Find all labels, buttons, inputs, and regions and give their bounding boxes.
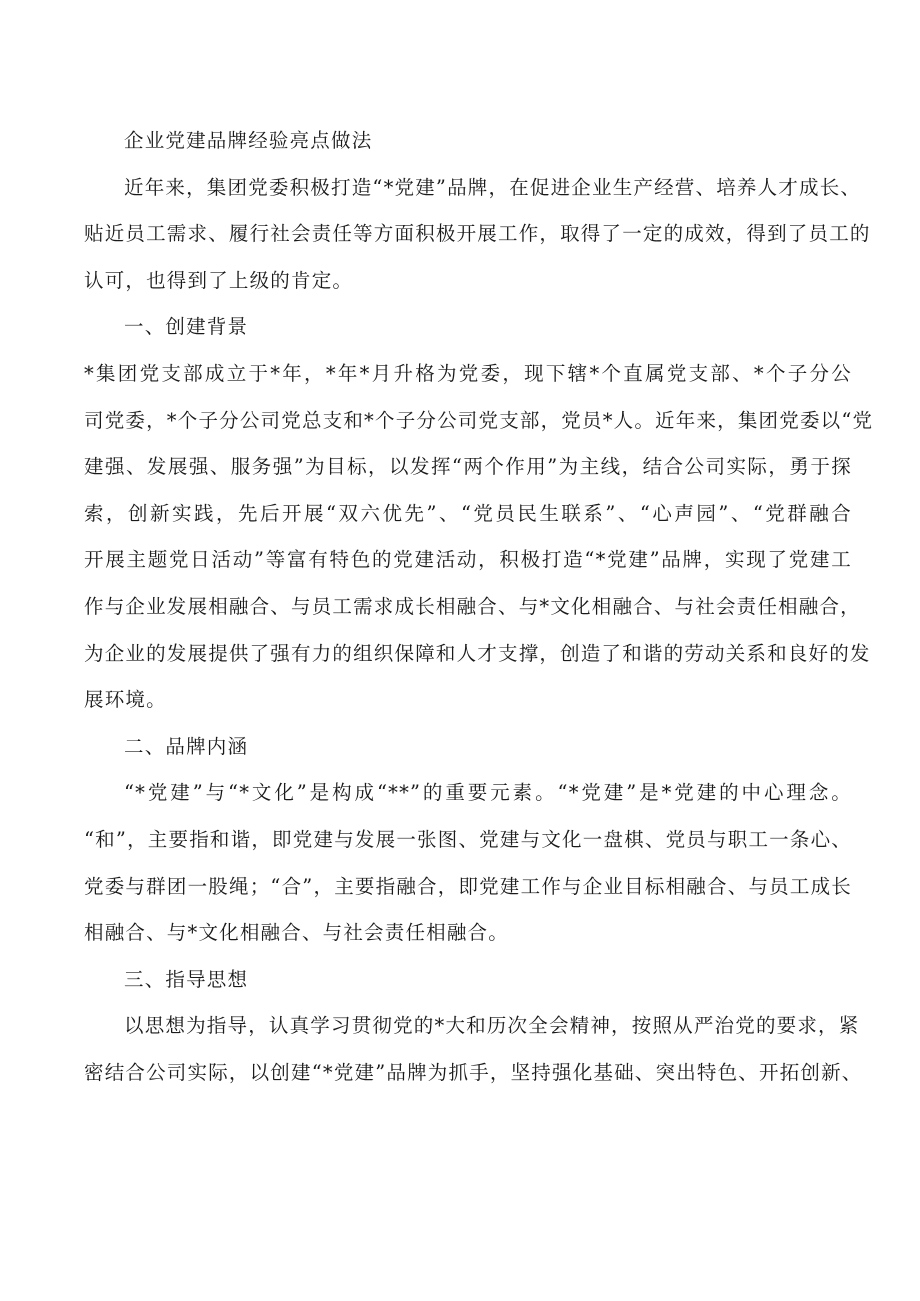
paragraph-line: 为企业的发展提供了强有力的组织保障和人才支撑，创造了和谐的劳动关系和良好的发 — [84, 641, 871, 665]
paragraph-line: 展环境。 — [84, 688, 167, 712]
paragraph-guiding-thought — [84, 1003, 863, 1096]
paragraph-line: 认可，也得到了上级的肯定。 — [84, 268, 354, 292]
paragraph-line: “*党建”与“*文化”是构成“**”的重要元素。“*党建”是*党建的中心理念。 — [124, 781, 852, 805]
section-heading-connotation: 二、品牌内涵 — [124, 734, 249, 758]
paragraph-line: 建强、发展强、服务强”为目标，以发挥“两个作用”为主线，结合公司实际，勇于探 — [84, 455, 852, 479]
section-heading-guiding-thought: 三、指导思想 — [124, 967, 249, 991]
paragraph-line: “和”，主要指和谐，即党建与发展一张图、党建与文化一盘棋、党员与职工一条心、 — [84, 827, 852, 851]
paragraph-line: 作与企业发展相融合、与员工需求成长相融合、与*文化相融合、与社会责任相融合， — [84, 594, 861, 618]
paragraph-connotation — [84, 770, 852, 956]
section-heading-background: 一、创建背景 — [124, 315, 249, 339]
paragraph-line: 相融合、与*文化相融合、与社会责任相融合。 — [84, 921, 509, 945]
paragraph-line: 开展主题党日活动”等富有特色的党建活动，积极打造“*党建”品牌，实现了党建工 — [84, 548, 852, 572]
paragraph-background — [84, 351, 874, 724]
paragraph-intro — [84, 165, 871, 305]
paragraph-line: *集团党支部成立于*年，*年*月升格为党委，现下辖*个直属党支部、*个子分公 — [84, 361, 852, 385]
paragraph-line: 司党委，*个子分公司党总支和*个子分公司党支部，党员*人。近年来，集团党委以“党 — [84, 408, 874, 432]
paragraph-line: 贴近员工需求、履行社会责任等方面积极开展工作，取得了一定的成效，得到了员工的 — [84, 222, 871, 246]
paragraph-line: 索，创新实践，先后开展“双六优先”、“党员民生联系”、“心声园”、“党群融合 — [84, 501, 852, 525]
paragraph-line: 以思想为指导，认真学习贯彻党的*大和历次全会精神，按照从严治党的要求，紧 — [124, 1014, 860, 1038]
paragraph-line: 密结合公司实际，以创建“*党建”品牌为抓手，坚持强化基础、突出特色、开拓创新、 — [84, 1060, 863, 1084]
document-title: 企业党建品牌经验亮点做法 — [124, 129, 373, 152]
document-body — [84, 118, 874, 1096]
paragraph-line: 党委与群团一股绳；“合”，主要指融合，即党建工作与企业目标相融合、与员工成长 — [84, 874, 852, 898]
paragraph-line: 近年来，集团党委积极打造“*党建”品牌，在促进企业生产经营、培养人才成长、 — [124, 175, 862, 199]
